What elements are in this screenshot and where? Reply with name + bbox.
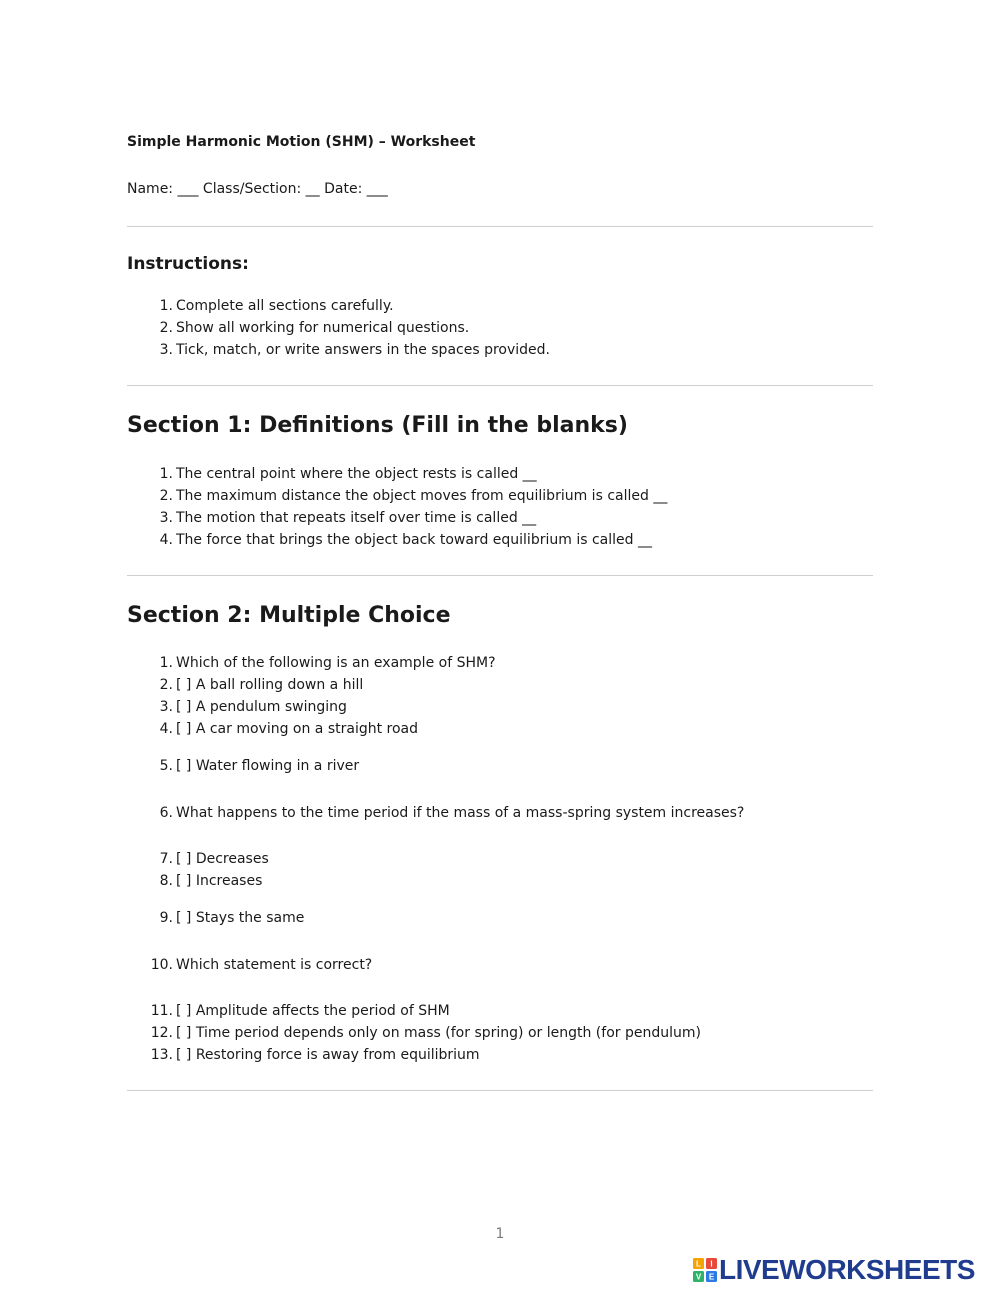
divider <box>127 385 873 386</box>
document-title: Simple Harmonic Motion (SHM) – Worksheet <box>127 134 476 150</box>
liveworksheets-logo-icon <box>693 1258 717 1282</box>
divider <box>127 1090 873 1091</box>
list-item: 1. Which of the following is an example of SHM? <box>159 655 496 671</box>
list-item: 9. [ ] Stays the same <box>159 910 305 926</box>
list-item: 8. [ ] Increases <box>159 873 263 889</box>
liveworksheets-brand[interactable] <box>693 1255 993 1285</box>
list-item: 6. What happens to the time period if the mass of a mass-spring system increases? <box>159 805 745 821</box>
page-number: 1 <box>495 1226 505 1242</box>
logo-letter: V <box>695 1272 702 1282</box>
list-item: 4. [ ] A car moving on a straight road <box>159 721 419 737</box>
section1-heading: Section 1: Definitions (Fill in the blanks) <box>127 413 628 438</box>
list-item: 7. [ ] Decreases <box>159 851 269 867</box>
logo-letter: L <box>696 1259 701 1269</box>
list-item: 3. The motion that repeats itself over time is called __ <box>159 510 537 526</box>
list-item: 2. The maximum distance the object moves from equilibrium is called __ <box>159 488 668 504</box>
list-item: 5. [ ] Water flowing in a river <box>159 758 360 774</box>
logo-letter: E <box>708 1272 715 1282</box>
list-item: 3. Tick, match, or write answers in the spaces provided. <box>159 342 550 358</box>
brand-wordmark: LIVEWORKSHEETS <box>719 1254 975 1285</box>
list-item: 10. Which statement is correct? <box>150 957 373 973</box>
list-item: 11. [ ] Amplitude affects the period of SHM <box>150 1003 450 1019</box>
divider <box>127 226 873 227</box>
list-item: 1. The central point where the object rests is called __ <box>159 466 537 482</box>
list-item: 2. Show all working for numerical questions. <box>159 320 470 336</box>
divider <box>127 575 873 576</box>
list-item: 3. [ ] A pendulum swinging <box>159 699 347 715</box>
list-item: 13. [ ] Restoring force is away from equilibrium <box>150 1047 480 1063</box>
logo-letter: I <box>710 1259 713 1269</box>
list-item: 4. The force that brings the object back toward equilibrium is called __ <box>159 532 652 548</box>
list-item: 1. Complete all sections carefully. <box>159 298 394 314</box>
instructions-heading: Instructions: <box>127 254 249 274</box>
list-item: 12. [ ] Time period depends only on mass (for spring) or length (for pendulum) <box>150 1025 701 1041</box>
list-item: 2. [ ] A ball rolling down a hill <box>159 677 364 693</box>
name-class-date-line: Name: ___ Class/Section: __ Date: ___ <box>127 181 388 197</box>
section2-heading: Section 2: Multiple Choice <box>127 603 451 628</box>
